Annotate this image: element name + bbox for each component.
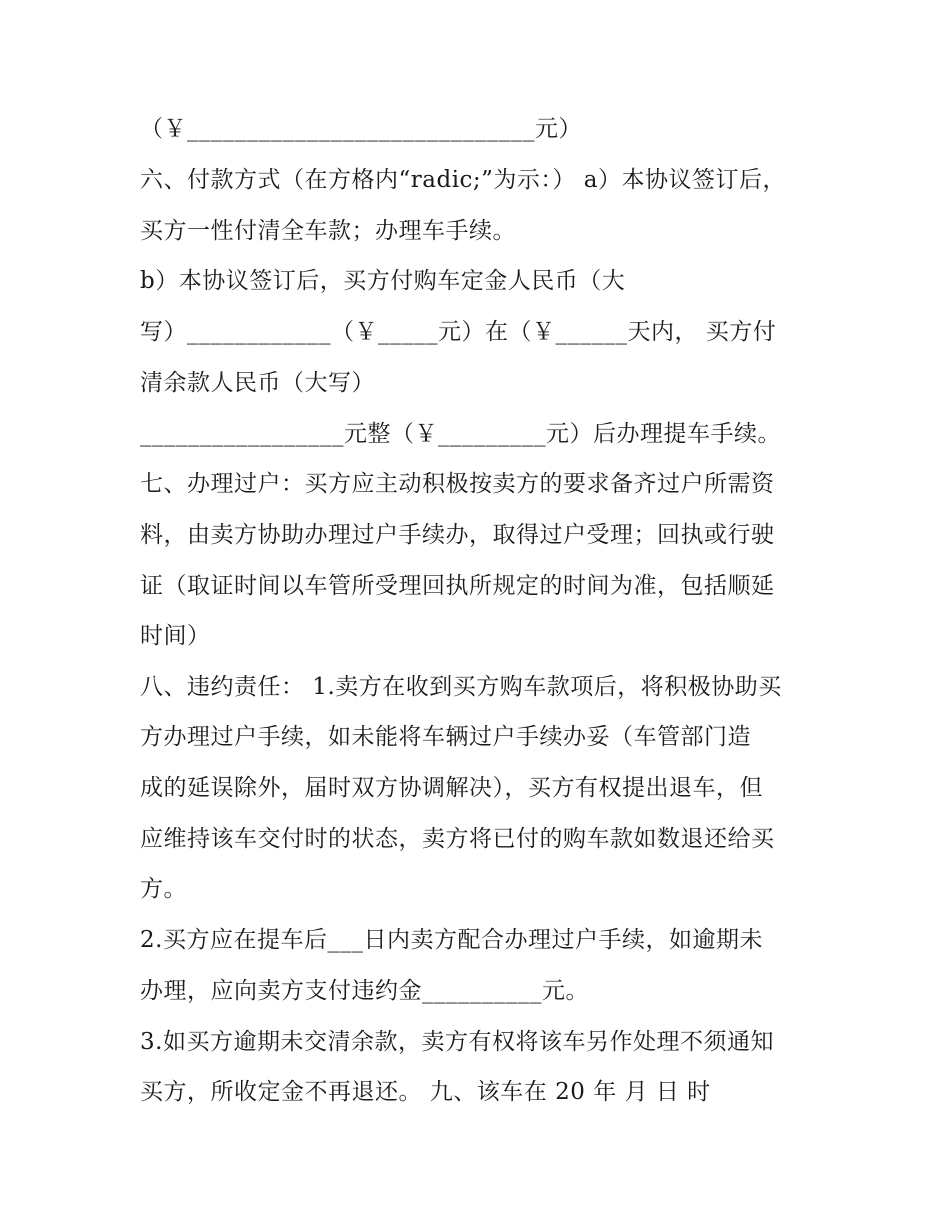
text-line: 成的延误除外，届时双方协调解决），买方有权提出退车，但: [140, 775, 763, 801]
text-line: 方办理过户手续，如未能将车辆过户手续办妥（车管部门造: [140, 724, 751, 750]
text-line: 时间）: [140, 623, 211, 649]
text-line: 买方，所收定金不再退还。 九、该车在 20 年 月 日 时: [140, 1079, 711, 1105]
text-line: _________________元整（￥_________元）后办理提车手续。: [140, 421, 781, 447]
text-line: 办理，应向卖方支付违约金__________元。: [140, 978, 589, 1004]
text-line: 清余款人民币（大写）: [140, 370, 375, 396]
text-line: 八、违约责任： 1.卖方在收到买方购车款项后，将积极协助买: [140, 674, 782, 700]
text-line: 料，由卖方协助办理过户手续办，取得过户受理；回执或行驶: [140, 522, 775, 548]
text-line: 写）____________（￥_____元）在（￥______天内， 买方付: [140, 319, 777, 345]
text-line: 3.如买方逾期未交清余款，卖方有权将该车另作处理不须通知: [140, 1029, 774, 1055]
text-line: 六、付款方式（在方格内“radic;”为示：） a）本协议签订后，: [140, 167, 786, 193]
text-line: （￥_____________________________元）: [140, 116, 582, 142]
text-line: 2.买方应在提车后___日内卖方配合办理过户手续，如逾期未: [140, 927, 763, 953]
text-line: 方。: [140, 876, 187, 902]
text-line: 买方一性付清全车款；办理车手续。: [140, 218, 516, 244]
text-line: 应维持该车交付时的状态，卖方将已付的购车款如数退还给买: [140, 826, 775, 852]
text-line: 七、办理过户：买方应主动积极按卖方的要求备齐过户所需资: [140, 471, 775, 497]
text-line: 证（取证时间以车管所受理回执所规定的时间为准，包括顺延: [140, 573, 775, 599]
text-line: b）本协议签订后，买方付购车定金人民币（大: [140, 268, 626, 294]
